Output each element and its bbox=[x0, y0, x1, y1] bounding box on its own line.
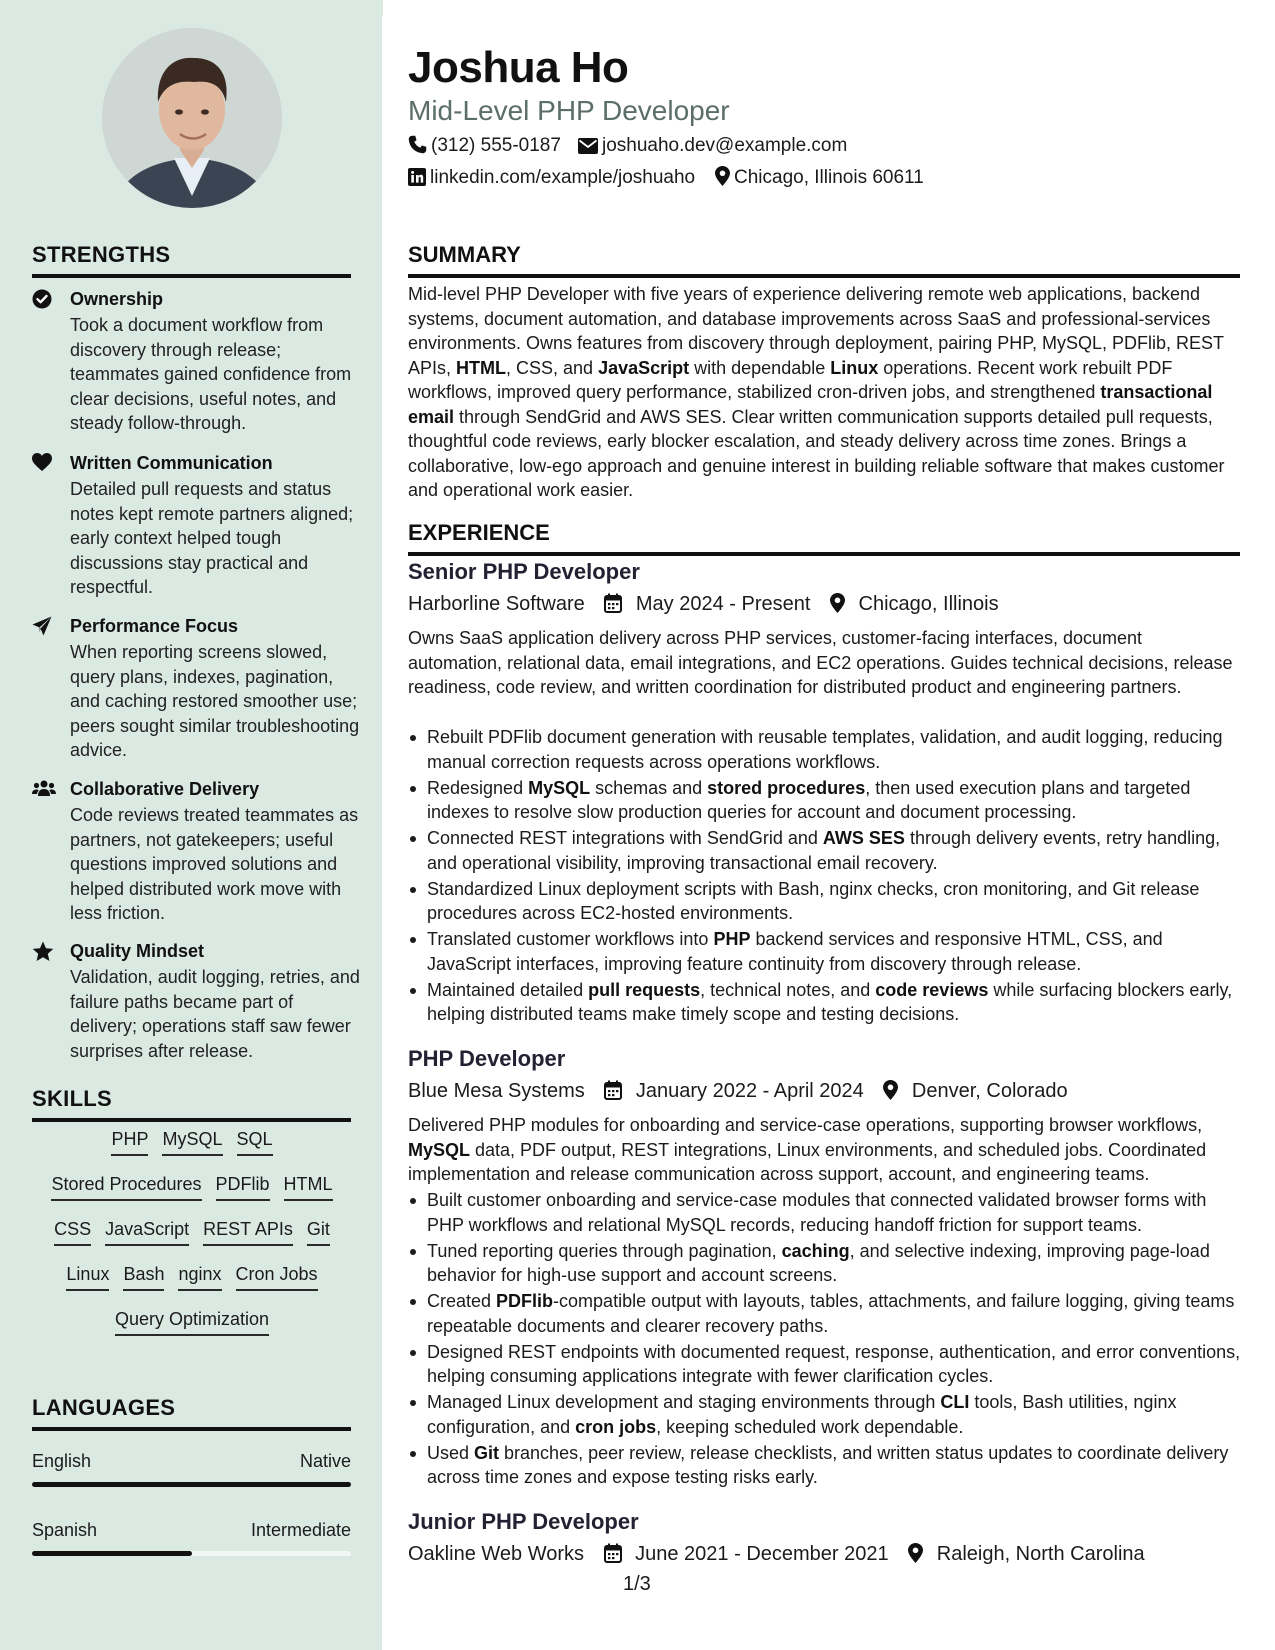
job-bullet: Managed Linux development and staging environments through CLI tools, Bash utilities, nginx configuration, and cron jobs, keeping scheduled work dependable. bbox=[408, 1390, 1242, 1439]
envelope-icon bbox=[578, 138, 598, 154]
page-number: 1/3 bbox=[623, 1573, 651, 1595]
skills-row bbox=[32, 1218, 352, 1263]
job-description: Owns SaaS application delivery across PHP services, customer-facing interfaces, document automation, relational data, email integrations, and EC2 operations. Guides technical decisions, release readiness, code review, and written coordination for distributed product and engineering partners. bbox=[408, 628, 1233, 697]
phone-icon bbox=[408, 135, 427, 154]
strength-title: Quality Mindset bbox=[70, 941, 205, 961]
skills-row bbox=[32, 1308, 352, 1353]
strength-title: Written Communication bbox=[70, 453, 273, 473]
location-text: Chicago, Illinois 60611 bbox=[734, 167, 924, 188]
job-meta bbox=[408, 591, 999, 617]
candidate-title: Mid-Level PHP Developer bbox=[408, 95, 730, 126]
heart-icon bbox=[32, 453, 56, 475]
skill-tag: Git bbox=[307, 1218, 330, 1246]
job-location: Denver, Colorado bbox=[911, 1080, 1068, 1102]
language-proficiency-bar bbox=[32, 1551, 351, 1556]
job-bullet: Designed REST endpoints with documented request, response, authentication, and error conventions, helping consuming applications integrate with fewer clarification cycles. bbox=[408, 1340, 1242, 1389]
skill-tag: Stored Procedures bbox=[51, 1173, 201, 1201]
summary-heading: SUMMARY bbox=[408, 242, 1240, 278]
job-company: Blue Mesa Systems bbox=[408, 1080, 585, 1102]
summary-text: Mid-level PHP Developer with five years of experience delivering remote web applications, backend systems, document automation, and database improvements across SaaS and professional-services environments. Owns features from discovery through deployment, pairing PHP, MySQL, PDFlib, REST APIs, HTML, CSS, and JavaScript with dependable Linux operations. Recent work rebuilt PDF workflows, improved query performance, stabilized cron-driven jobs, and strengthened transactional email through SendGrid and AWS SES. Clear written communication supports detailed pull requests, thoughtful code reviews, early blocker escalation, and steady delivery across time zones. Brings a collaborative, low-ego approach and genuine interest in building reliable software that makes customer and operational work easier. bbox=[408, 284, 1225, 500]
language-name: English bbox=[32, 1451, 92, 1471]
job-title: Junior PHP Developer bbox=[408, 1509, 639, 1534]
language-proficiency-fill bbox=[32, 1482, 351, 1487]
job-bullet: Connected REST integrations with SendGrid and AWS SES through delivery events, retry handling, and operational visibility, improving transactional email recovery. bbox=[408, 826, 1242, 875]
calendar-icon bbox=[604, 1543, 622, 1563]
language-level: Intermediate bbox=[250, 1520, 351, 1540]
skill-tag: MySQL bbox=[162, 1128, 222, 1156]
calendar-icon bbox=[604, 593, 622, 613]
strength-text: Took a document workflow from discovery through release; teammates gained confidence from clear decisions, useful notes, and steady follow-through. bbox=[70, 315, 352, 433]
candidate-name: Joshua Ho bbox=[408, 43, 629, 92]
skill-tag: Cron Jobs bbox=[236, 1263, 318, 1291]
experience-heading: EXPERIENCE bbox=[408, 520, 1240, 556]
language-proficiency-fill bbox=[32, 1551, 192, 1556]
languages-heading: LANGUAGES bbox=[32, 1395, 351, 1431]
strength-title: Ownership bbox=[70, 289, 164, 309]
skill-tag: SQL bbox=[237, 1128, 273, 1156]
job-bullet: Created PDFlib-compatible output with layouts, tables, attachments, and failure logging, giving teams repeatable documents and clearer recovery paths. bbox=[408, 1289, 1242, 1338]
people-group-icon bbox=[32, 779, 56, 801]
job-meta bbox=[408, 1078, 1068, 1104]
skill-tag: HTML bbox=[284, 1173, 333, 1201]
job-dates: January 2022 - April 2024 bbox=[635, 1080, 864, 1102]
location-pin-icon bbox=[715, 166, 730, 186]
job-location: Chicago, Illinois bbox=[858, 593, 999, 615]
contact-email bbox=[578, 134, 847, 158]
contact-location bbox=[715, 166, 924, 190]
profile-photo bbox=[102, 28, 282, 208]
skills-row bbox=[32, 1128, 352, 1173]
portrait-illustration bbox=[102, 28, 282, 208]
job-company: Oakline Web Works bbox=[408, 1543, 584, 1565]
calendar-icon bbox=[604, 1080, 622, 1100]
skills-row bbox=[32, 1263, 352, 1308]
language-level: Native bbox=[299, 1451, 351, 1471]
job-company: Harborline Software bbox=[408, 593, 585, 615]
contact-linkedin bbox=[408, 166, 695, 190]
phone-text: (312) 555-0187 bbox=[431, 135, 561, 156]
job-title: Senior PHP Developer bbox=[408, 559, 640, 584]
linkedin-icon bbox=[408, 168, 426, 186]
location-pin-icon bbox=[830, 593, 845, 613]
job-description: Delivered PHP modules for onboarding and service-case operations, supporting browser workflows, MySQL data, PDF output, REST integrations, Linux environments, and scheduled jobs. Coordinated implementation and release communication across support, account, and engineering teams. bbox=[408, 1115, 1207, 1184]
skill-tag: Linux bbox=[66, 1263, 109, 1291]
skill-tag: JavaScript bbox=[105, 1218, 189, 1246]
job-bullets bbox=[408, 725, 1242, 1028]
contact-phone bbox=[408, 134, 561, 158]
star-icon bbox=[32, 941, 56, 963]
job-bullet: Translated customer workflows into PHP backend services and responsive HTML, CSS, and JavaScript interfaces, improving feature continuity from discovery through release. bbox=[408, 927, 1242, 976]
job-bullet: Maintained detailed pull requests, technical notes, and code reviews while surfacing blockers early, helping distributed teams make timely scope and testing decisions. bbox=[408, 978, 1242, 1027]
job-bullet: Standardized Linux deployment scripts with Bash, nginx checks, cron monitoring, and Git release procedures across EC2-hosted environments. bbox=[408, 877, 1242, 926]
job-bullet: Rebuilt PDFlib document generation with reusable templates, validation, and audit logging, reducing manual correction requests across operations workflows. bbox=[408, 725, 1242, 774]
job-dates: June 2021 - December 2021 bbox=[635, 1543, 889, 1565]
skills-heading: SKILLS bbox=[32, 1086, 351, 1122]
job-bullet: Tuned reporting queries through pagination, caching, and selective indexing, improving page-load behavior for high-use support and account screens. bbox=[408, 1239, 1242, 1288]
paper-plane-icon bbox=[32, 616, 56, 638]
strengths-heading: STRENGTHS bbox=[32, 242, 351, 278]
language-name: Spanish bbox=[32, 1520, 98, 1540]
linkedin-text: linkedin.com/example/joshuaho bbox=[430, 167, 696, 188]
job-meta bbox=[408, 1541, 1145, 1567]
check-circle-icon bbox=[32, 289, 56, 311]
job-bullets bbox=[408, 1188, 1242, 1491]
skill-tag: nginx bbox=[178, 1263, 221, 1291]
job-bullet: Built customer onboarding and service-case modules that connected validated browser forms with PHP workflows and relational MySQL records, reducing handoff friction for support teams. bbox=[408, 1188, 1242, 1237]
skill-tag: PDFlib bbox=[216, 1173, 270, 1201]
job-title: PHP Developer bbox=[408, 1046, 566, 1071]
location-pin-icon bbox=[883, 1080, 898, 1100]
job-bullet: Redesigned MySQL schemas and stored procedures, then used execution plans and targeted indexes to resolve slow production queries for account and document processing. bbox=[408, 776, 1242, 825]
strength-title: Collaborative Delivery bbox=[70, 779, 260, 799]
skill-tag: CSS bbox=[54, 1218, 91, 1246]
strength-text: Code reviews treated teammates as partners, not gatekeepers; useful questions improved solutions and helped distributed work move with less friction. bbox=[70, 805, 359, 923]
job-dates: May 2024 - Present bbox=[635, 593, 811, 615]
strength-text: Validation, audit logging, retries, and failure paths became part of delivery; operations staff saw fewer surprises after release. bbox=[70, 967, 360, 1061]
language-proficiency-bar bbox=[32, 1482, 351, 1487]
strength-text: Detailed pull requests and status notes kept remote partners aligned; early context helped tough discussions stay practical and respectful. bbox=[70, 479, 354, 597]
skill-tag: REST APIs bbox=[203, 1218, 293, 1246]
skill-tag: PHP bbox=[111, 1128, 148, 1156]
skills-list bbox=[32, 1128, 352, 1353]
skills-row bbox=[32, 1173, 352, 1218]
location-pin-icon bbox=[908, 1543, 923, 1563]
strength-title: Performance Focus bbox=[70, 616, 239, 636]
job-bullet: Used Git branches, peer review, release checklists, and written status updates to coordinate delivery across time zones and expose testing risks early. bbox=[408, 1441, 1242, 1490]
skill-tag: Query Optimization bbox=[115, 1308, 269, 1336]
skill-tag: Bash bbox=[123, 1263, 164, 1291]
strength-text: When reporting screens slowed, query plans, indexes, pagination, and caching restored smoother use; peers sought similar troubleshooting advice. bbox=[70, 642, 360, 760]
email-text: joshuaho.dev@example.com bbox=[602, 135, 848, 156]
job-location: Raleigh, North Carolina bbox=[936, 1543, 1145, 1565]
